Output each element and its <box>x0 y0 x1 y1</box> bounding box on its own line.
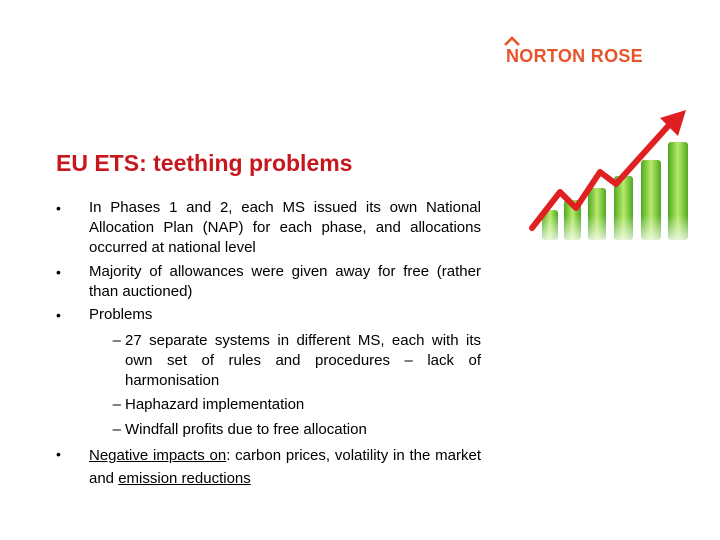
underlined-phrase: Negative impacts on <box>89 447 227 464</box>
dash-marker: – <box>112 332 121 349</box>
sub-bullet-item <box>89 331 486 391</box>
bullet-item <box>56 305 486 325</box>
bullet-text: In Phases 1 and 2, each MS issued its own National Allocation Plan (NAP) for each phase, and allocations occurred at national level <box>89 199 481 256</box>
dash-marker: – <box>112 421 121 438</box>
sub-bullet-item <box>89 420 486 440</box>
dash-marker: – <box>112 396 121 413</box>
sub-bullet-text: Haphazard implementation <box>125 396 305 413</box>
bullet-item <box>56 262 486 302</box>
sub-bullet-text: 27 separate systems in different MS, each with its own set of rules and procedures – lack of harmonisation <box>125 332 481 389</box>
logo-text: NORTON ROSE <box>506 46 643 66</box>
bullet-text: Problems <box>89 306 153 323</box>
bullet-item <box>56 444 486 490</box>
bullet-text: Majority of allowances were given away for free (rather than auctioned) <box>89 263 481 300</box>
growth-chart-icon <box>520 110 710 245</box>
bullet-marker: • <box>56 446 61 462</box>
norton-rose-logo <box>504 36 664 70</box>
slide-title: EU ETS: teething problems <box>56 150 353 176</box>
sub-bullet-item <box>89 395 486 415</box>
bullet-item <box>56 198 486 258</box>
bullet-marker: • <box>56 264 61 280</box>
bullet-text <box>89 444 481 490</box>
bullet-marker: • <box>56 200 61 216</box>
plain-phrase: : carbon prices, volatility in the market and <box>89 447 482 487</box>
chevron-up-icon <box>504 36 520 46</box>
bullet-list <box>56 198 486 490</box>
underlined-phrase: emission reductions <box>118 470 251 487</box>
bullet-marker: • <box>56 307 61 323</box>
sub-bullet-text: Windfall profits due to free allocation <box>125 421 367 438</box>
